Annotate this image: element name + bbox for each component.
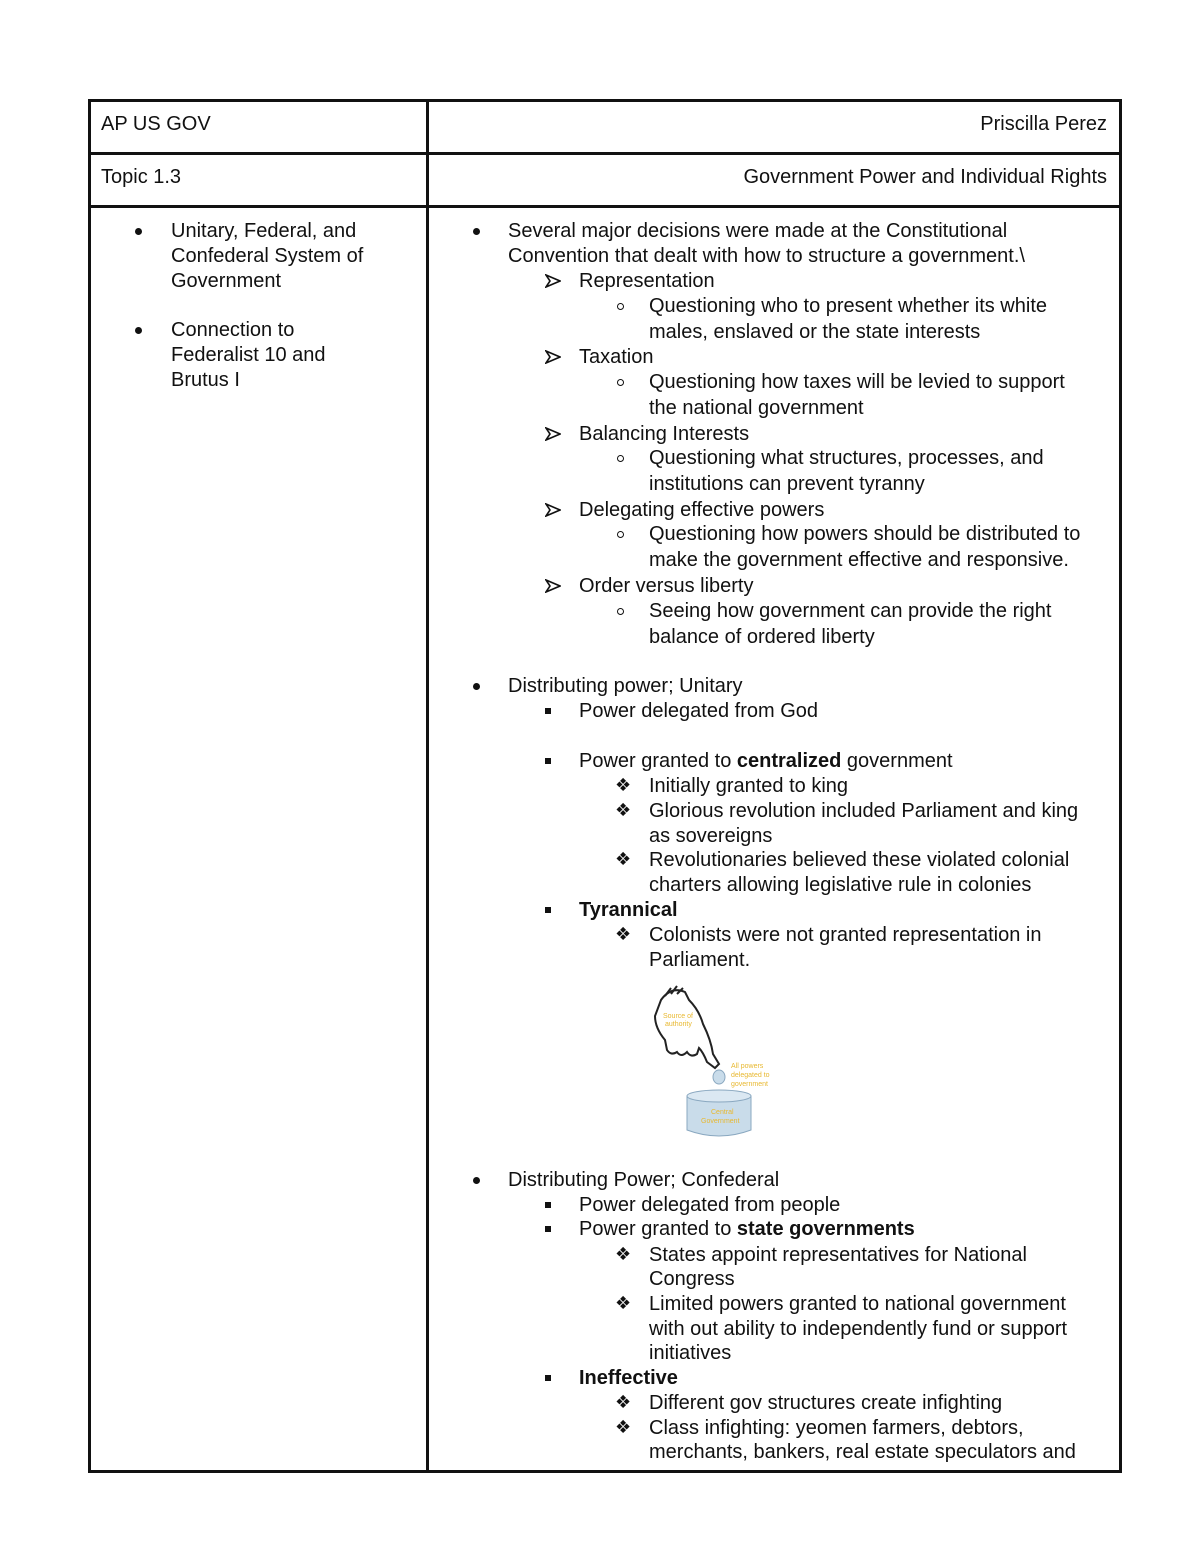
bullet-icon [473,683,480,690]
note-line: Several major decisions were made at the Constitutional [508,220,1008,242]
decision-label: Order versus liberty [579,575,754,597]
arrow-bullet-icon [545,503,561,517]
note-line: Revolutionaries believed these violated colonial [649,849,1070,871]
circle-bullet-icon [617,608,624,615]
arrow-bullet-icon [545,350,561,364]
container-top [687,1090,751,1102]
note-line: States appoint representatives for National [649,1244,1027,1266]
verdict-label [579,1366,678,1391]
diamond-bullet-icon: ❖ [615,1293,632,1313]
note-line: Different gov structures create infighting [649,1392,1003,1414]
note-line: Convention that dealt with how to structure a government.\ [508,245,1025,267]
decision-label: Representation [579,270,715,292]
note-line [579,1217,915,1242]
bullet-icon [135,327,142,334]
bullet-icon [135,228,142,235]
text-run: Power granted to [579,750,737,772]
note-line: the national government [649,397,864,419]
topic-cell [90,154,428,207]
diagram-label: delegated to [731,1072,770,1079]
cues-cell [90,207,428,1472]
note-line: merchants, bankers, real estate speculators and [649,1441,1076,1463]
decision-label: Delegating effective powers [579,499,825,521]
note-line: Power delegated from God [579,700,819,722]
arrow-bullet-icon [545,274,561,288]
topic-title: Government Power and Individual Rights [743,166,1107,188]
note-line: with out ability to independently fund or support [649,1318,1068,1340]
cue-line: Connection to [171,319,295,341]
square-bullet-icon [545,1375,551,1381]
diagram-label: authority [665,1021,692,1028]
cue-line: Federalist 10 and [171,344,326,366]
decision-label: Taxation [579,346,654,368]
note-line: Parliament. [649,949,751,971]
note-line: charters allowing legislative rule in colonies [649,874,1032,896]
drop-icon [713,1070,725,1084]
unitary-diagram [641,980,791,1150]
note-line: Class infighting: yeomen farmers, debtors, [649,1417,1024,1439]
header-row [90,101,1121,154]
text-run: government [841,750,953,772]
square-bullet-icon [545,1226,551,1232]
bold-term: centralized [736,750,842,772]
circle-bullet-icon [617,455,624,462]
bold-term: Ineffective [579,1367,678,1389]
notes-cell [428,207,1121,1472]
diagram-label: Source of [663,1013,693,1020]
square-bullet-icon [545,708,551,714]
diagram-label: government [731,1081,768,1088]
diagram-label: Government [701,1118,740,1125]
bold-term: state governments [736,1218,915,1240]
note-line: Questioning who to present whether its white [649,295,1047,317]
arrow-bullet-icon [545,427,561,441]
note-line: as sovereigns [649,825,773,847]
course-cell [90,101,428,154]
diamond-bullet-icon: ❖ [615,1244,632,1264]
decision-label: Balancing Interests [579,423,750,445]
diamond-bullet-icon: ❖ [615,775,632,795]
topic-title-cell [428,154,1121,207]
body-row [90,207,1121,1472]
note-line: Questioning how taxes will be levied to support [649,371,1065,393]
bullet-icon [473,228,480,235]
course-name: AP US GOV [101,113,211,135]
topic-row [90,154,1121,207]
note-line: Colonists were not granted representation in [649,924,1042,946]
note-line [579,749,953,774]
diamond-bullet-icon: ❖ [615,800,632,820]
diamond-bullet-icon: ❖ [615,849,632,869]
cues-column [91,208,426,1468]
arrow-bullet-icon [545,579,561,593]
notes-table [88,99,1122,1473]
note-line: males, enslaved or the state interests [649,321,981,343]
circle-bullet-icon [617,379,624,386]
student-name: Priscilla Perez [980,113,1107,135]
note-line: institutions can prevent tyranny [649,473,925,495]
cue-line: Brutus I [171,369,240,391]
section-heading: Distributing Power; Confederal [508,1169,780,1191]
cue-line: Unitary, Federal, and [171,220,357,242]
diagram-label: All powers [731,1063,764,1070]
note-line: initiatives [649,1342,732,1364]
bold-term: Tyrannical [579,899,678,921]
square-bullet-icon [545,758,551,764]
diagram-label: Central [711,1109,734,1116]
bullet-icon [473,1177,480,1184]
note-line: Limited powers granted to national government [649,1293,1066,1315]
circle-bullet-icon [617,531,624,538]
note-line: balance of ordered liberty [649,626,875,648]
note-line: Questioning how powers should be distributed to [649,523,1081,545]
diamond-bullet-icon: ❖ [615,1392,632,1412]
note-line: Power delegated from people [579,1194,841,1216]
square-bullet-icon [545,907,551,913]
circle-bullet-icon [617,303,624,310]
note-line: Questioning what structures, processes, and [649,447,1044,469]
cue-line: Confederal System of [171,245,364,267]
cue-line: Government [171,270,282,292]
topic-number: Topic 1.3 [101,166,182,188]
note-line: Congress [649,1268,735,1290]
note-line: Glorious revolution included Parliament and king [649,800,1079,822]
diamond-bullet-icon: ❖ [615,1417,632,1437]
diamond-bullet-icon: ❖ [615,924,632,944]
note-line: make the government effective and responsive. [649,549,1069,571]
note-line: Seeing how government can provide the right [649,600,1052,622]
note-line: Initially granted to king [649,775,849,797]
verdict-label [579,898,678,923]
square-bullet-icon [545,1202,551,1208]
student-cell [428,101,1121,154]
notes-column [429,208,1119,1468]
section-heading: Distributing power; Unitary [508,675,743,697]
text-run: Power granted to [579,1218,737,1240]
